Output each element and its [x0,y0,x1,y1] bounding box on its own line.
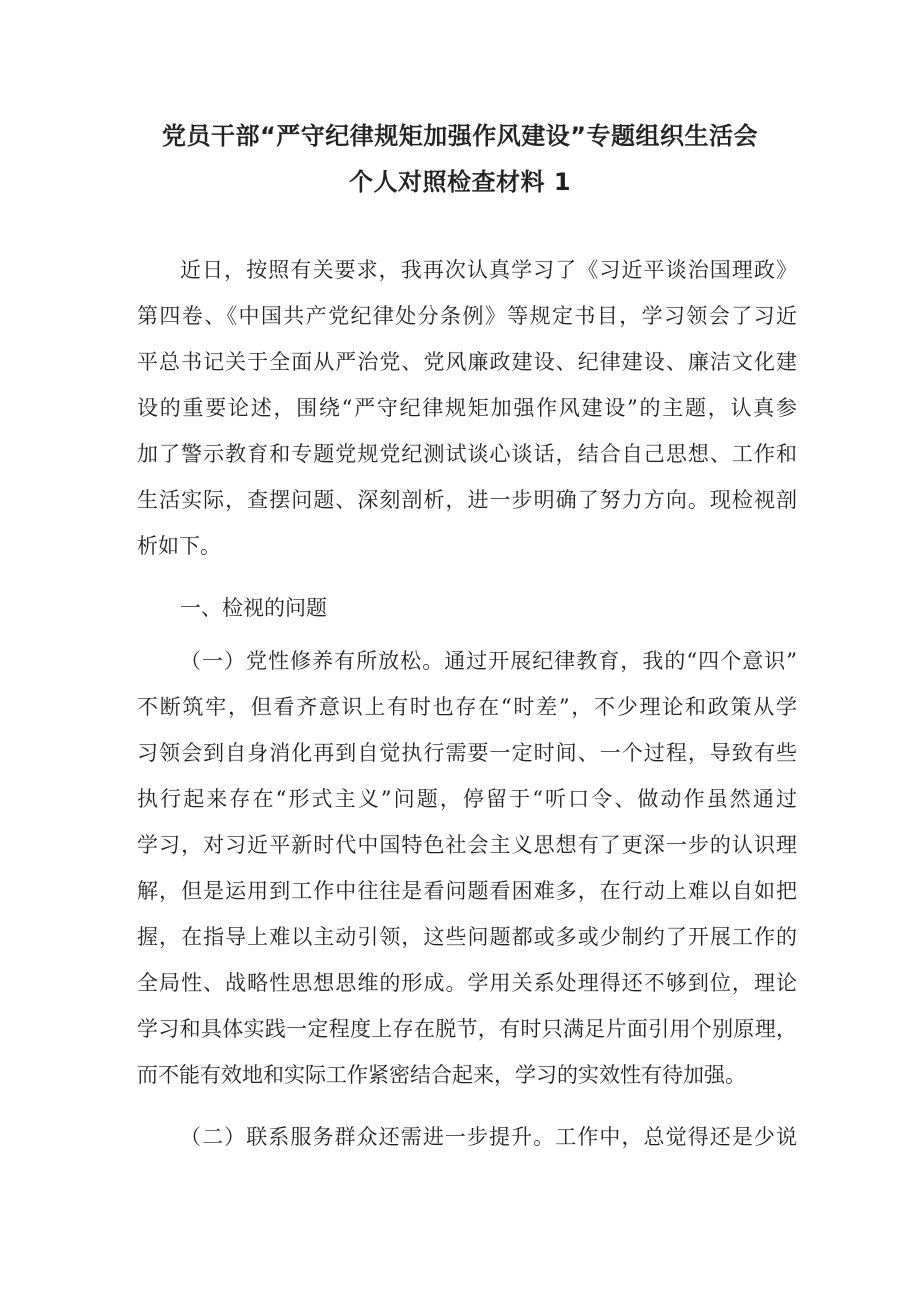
paragraph-line: 不断筑牢，但看齐意识上有时也存在“时差”，不少理论和政策从学 [137,695,797,719]
document-title-line-1: 党员干部“严守纪律规矩加强作风建设”专题组织生活会 [161,122,759,150]
paragraph-line: 近日，按照有关要求，我再次认真学习了《习近平谈治国理政》 [180,258,797,282]
paragraph-line: （一）党性修养有所放松。通过开展纪律教育，我的“四个意识” [180,649,797,673]
paragraph-line: 学习，对习近平新时代中国特色社会主义思想有了更深一步的认识理 [137,833,797,857]
paragraph-line: 第四卷、《中国共产党纪律处分条例》等规定书目，学习领会了习近 [137,304,797,328]
paragraph-line: 解，但是运用到工作中往往是看问题看困难多，在行动上难以自如把 [137,879,797,903]
paragraph-line: 设的重要论述，围绕“严守纪律规矩加强作风建设”的主题，认真参 [137,396,797,420]
paragraph-line: 而不能有效地和实际工作紧密结合起来，学习的实效性有待加强。 [137,1063,746,1087]
paragraph-line: 全局性、战略性思想思维的形成。学用关系处理得还不够到位，理论 [137,971,797,995]
paragraph-line: 生活实际，查摆问题、深刻剖析，进一步明确了努力方向。现检视剖 [137,488,797,512]
paragraph-line: （二）联系服务群众还需进一步提升。工作中，总觉得还是少说 [180,1125,797,1149]
paragraph-line: 加了警示教育和专题党规党纪测试谈心谈话，结合自己思想、工作和 [137,442,797,466]
paragraph-line: 平总书记关于全面从严治党、党风廉政建设、纪律建设、廉洁文化建 [137,350,797,374]
paragraph-line: 握，在指导上难以主动引领，这些问题都或多或少制约了开展工作的 [137,925,797,949]
section-heading: 一、检视的问题 [180,596,327,620]
paragraph-line: 学习和具体实践一定程度上存在脱节，有时只满足片面引用个别原理， [137,1017,797,1041]
document-title-line-2: 个人对照检查材料 1 [348,168,572,196]
paragraph-line: 析如下。 [137,534,221,558]
paragraph-line: 习领会到自身消化再到自觉执行需要一定时间、一个过程，导致有些 [137,741,797,765]
paragraph-line: 执行起来存在“形式主义”问题，停留于“听口令、做动作虽然通过 [137,787,797,811]
